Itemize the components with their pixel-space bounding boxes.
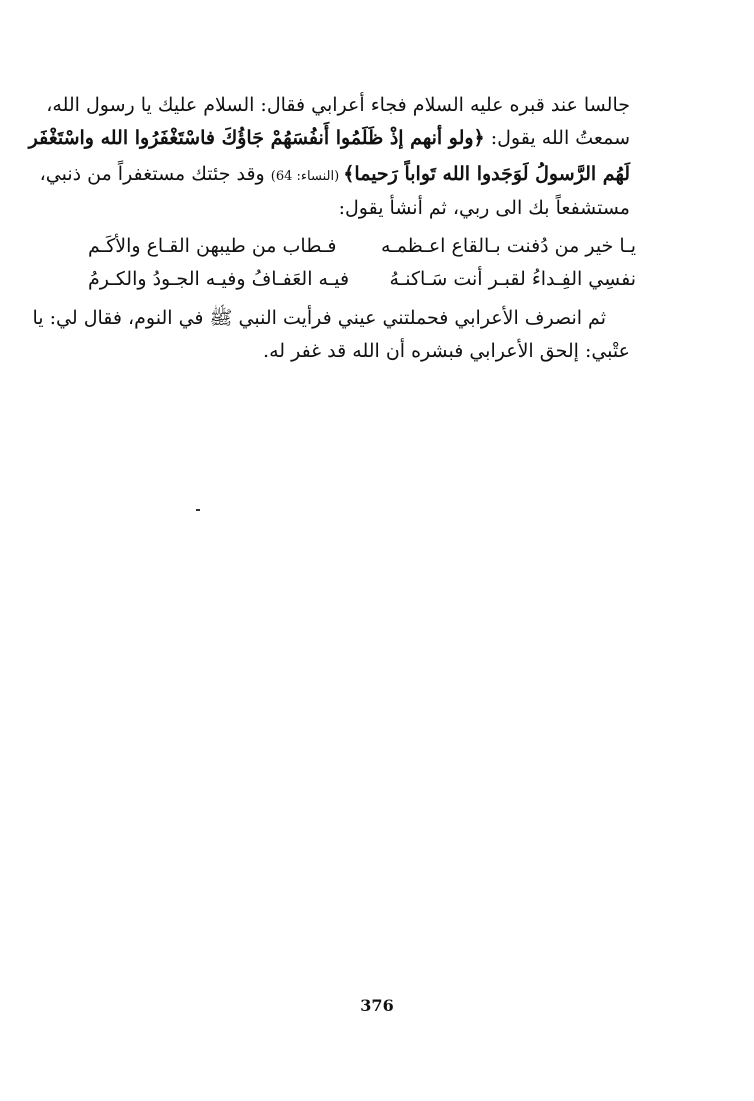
paragraph-1-line-4 [88,197,630,219]
paragraph-2-line-1 [32,306,606,334]
paragraph-1-line-2 [28,127,630,149]
text-line: مستشفعاً بك الى ربي، ثم أنشأ يقول: [338,197,630,219]
poem-verse-2 [88,268,636,296]
quran-verse: لَهُم الرَّسولُ لَوَجَدوا الله تَواباً رَحيما﴾ [343,163,630,185]
text-line: عتْبي: إلحق الأعرابي فبشره أن الله قد غفر له. [263,340,630,362]
text-line-prefix: سمعتُ الله يقول: [484,127,630,149]
text-line-suffix: وقد جئتك مستغفراً من ذنبي، [39,163,271,185]
paragraph-1-line-1 [46,94,630,116]
quran-verse: ﴿ولو أنهم إذْ ظَلَمُوا أَنفُسَهُمْ جَاؤُكَ فاسْتَغْفَرُوا الله واسْتَغْفَر [28,127,485,149]
poem-hemistich-second: فيـه العَفـافُ وفيـه الجـودُ والكـرمُ [88,268,350,290]
paragraph-1-line-3 [39,163,630,185]
poem-verse-1 [88,235,636,263]
text-line: ثم انصرف الأعرابي فحملتني عيني فرأيت النبي ﷺ في النوم، فقال لي: يا [32,307,606,329]
poem-hemistich-first: يـا خير من دُفنت بـالقاع اعـظمـه [380,235,636,257]
page-number: 376 [360,996,394,1015]
poem-hemistich-second: فـطاب من طيبهن القـاع والأكَـم [88,235,337,257]
paragraph-2-line-2 [88,340,630,362]
scan-speck [196,509,200,511]
text-line: جالسا عند قبره عليه السلام فجاء أعرابي فقال: السلام عليك يا رسول الله، [46,94,630,116]
verse-reference: (النساء: 64) [270,169,344,184]
poem-hemistich-first: نفسِي الفِـداءُ لقبـر أنت سَـاكنـهُ [389,268,636,290]
